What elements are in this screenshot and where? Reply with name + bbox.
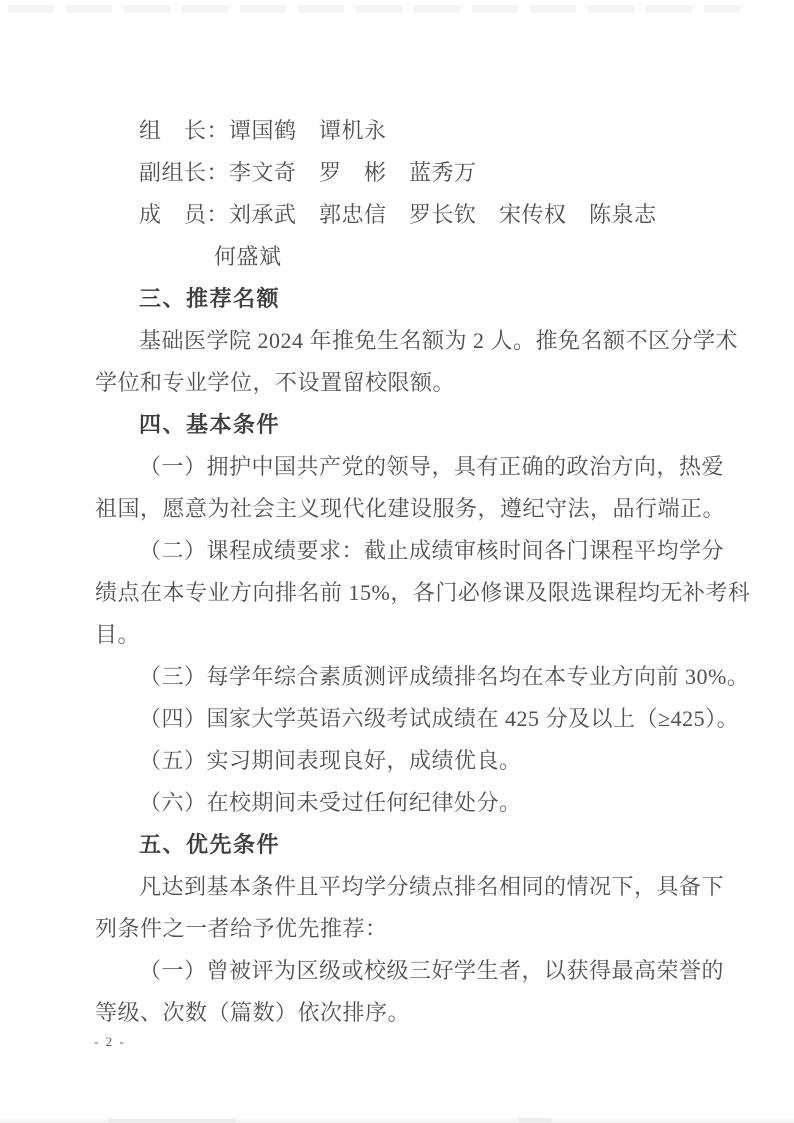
members-line-continued: 何盛斌 xyxy=(214,244,282,269)
scan-artifact-top xyxy=(8,5,740,13)
document-body xyxy=(95,110,751,1034)
paragraph-line: 学位和专业学位，不设置留校限额。 xyxy=(95,370,456,395)
deputy-leader-line: 副组长：李文奇 罗 彬 蓝秀万 xyxy=(139,160,477,185)
item-5-line: （五）实习期间表现良好，成绩优良。 xyxy=(139,748,522,773)
paragraph-line: 列条件之一者给予优先推荐： xyxy=(95,916,388,941)
group-leader-line: 组 长：谭国鹤 谭机永 xyxy=(139,118,387,143)
item-3-line: （三）每学年综合素质测评成绩排名均在本专业方向前 30%。 xyxy=(139,664,750,689)
page-number: - 2 - xyxy=(94,1034,126,1049)
scan-artifact-bottom-left xyxy=(108,1119,236,1123)
members-line: 成 员：刘承武 郭忠信 罗长钦 宋传权 陈泉志 xyxy=(139,202,657,227)
item-2-line-continued: 绩点在本专业方向排名前 15%，各门必修课及限选课程均无补考科 xyxy=(95,580,751,605)
section-heading-basic: 四、基本条件 xyxy=(139,412,281,437)
paragraph-line: 基础医学院 2024 年推免生名额为 2 人。推免名额不区分学术 xyxy=(139,328,739,353)
section-heading-priority: 五、优先条件 xyxy=(139,832,281,857)
priority-item-1-continued: 等级、次数（篇数）依次排序。 xyxy=(95,1000,411,1025)
paragraph-line: 凡达到基本条件且平均学分绩点排名相同的情况下，具备下 xyxy=(139,874,725,899)
scan-artifact-bottom-center xyxy=(518,1118,552,1123)
item-2-line: （二）课程成绩要求：截止成绩审核时间各门课程平均学分 xyxy=(139,538,725,563)
item-1-line-continued: 祖国，愿意为社会主义现代化建设服务，遵纪守法，品行端正。 xyxy=(95,496,726,521)
item-2-line-continued: 目。 xyxy=(95,622,141,647)
priority-item-1-line: （一）曾被评为区级或校级三好学生者，以获得最高荣誉的 xyxy=(139,958,725,983)
item-6-line: （六）在校期间未受过任何纪律处分。 xyxy=(139,790,522,815)
item-1-line: （一）拥护中国共产党的领导，具有正确的政治方向，热爱 xyxy=(139,454,725,479)
section-heading-quota: 三、推荐名额 xyxy=(139,286,281,311)
item-4-line: （四）国家大学英语六级考试成绩在 425 分及以上（≥425）。 xyxy=(139,706,740,731)
